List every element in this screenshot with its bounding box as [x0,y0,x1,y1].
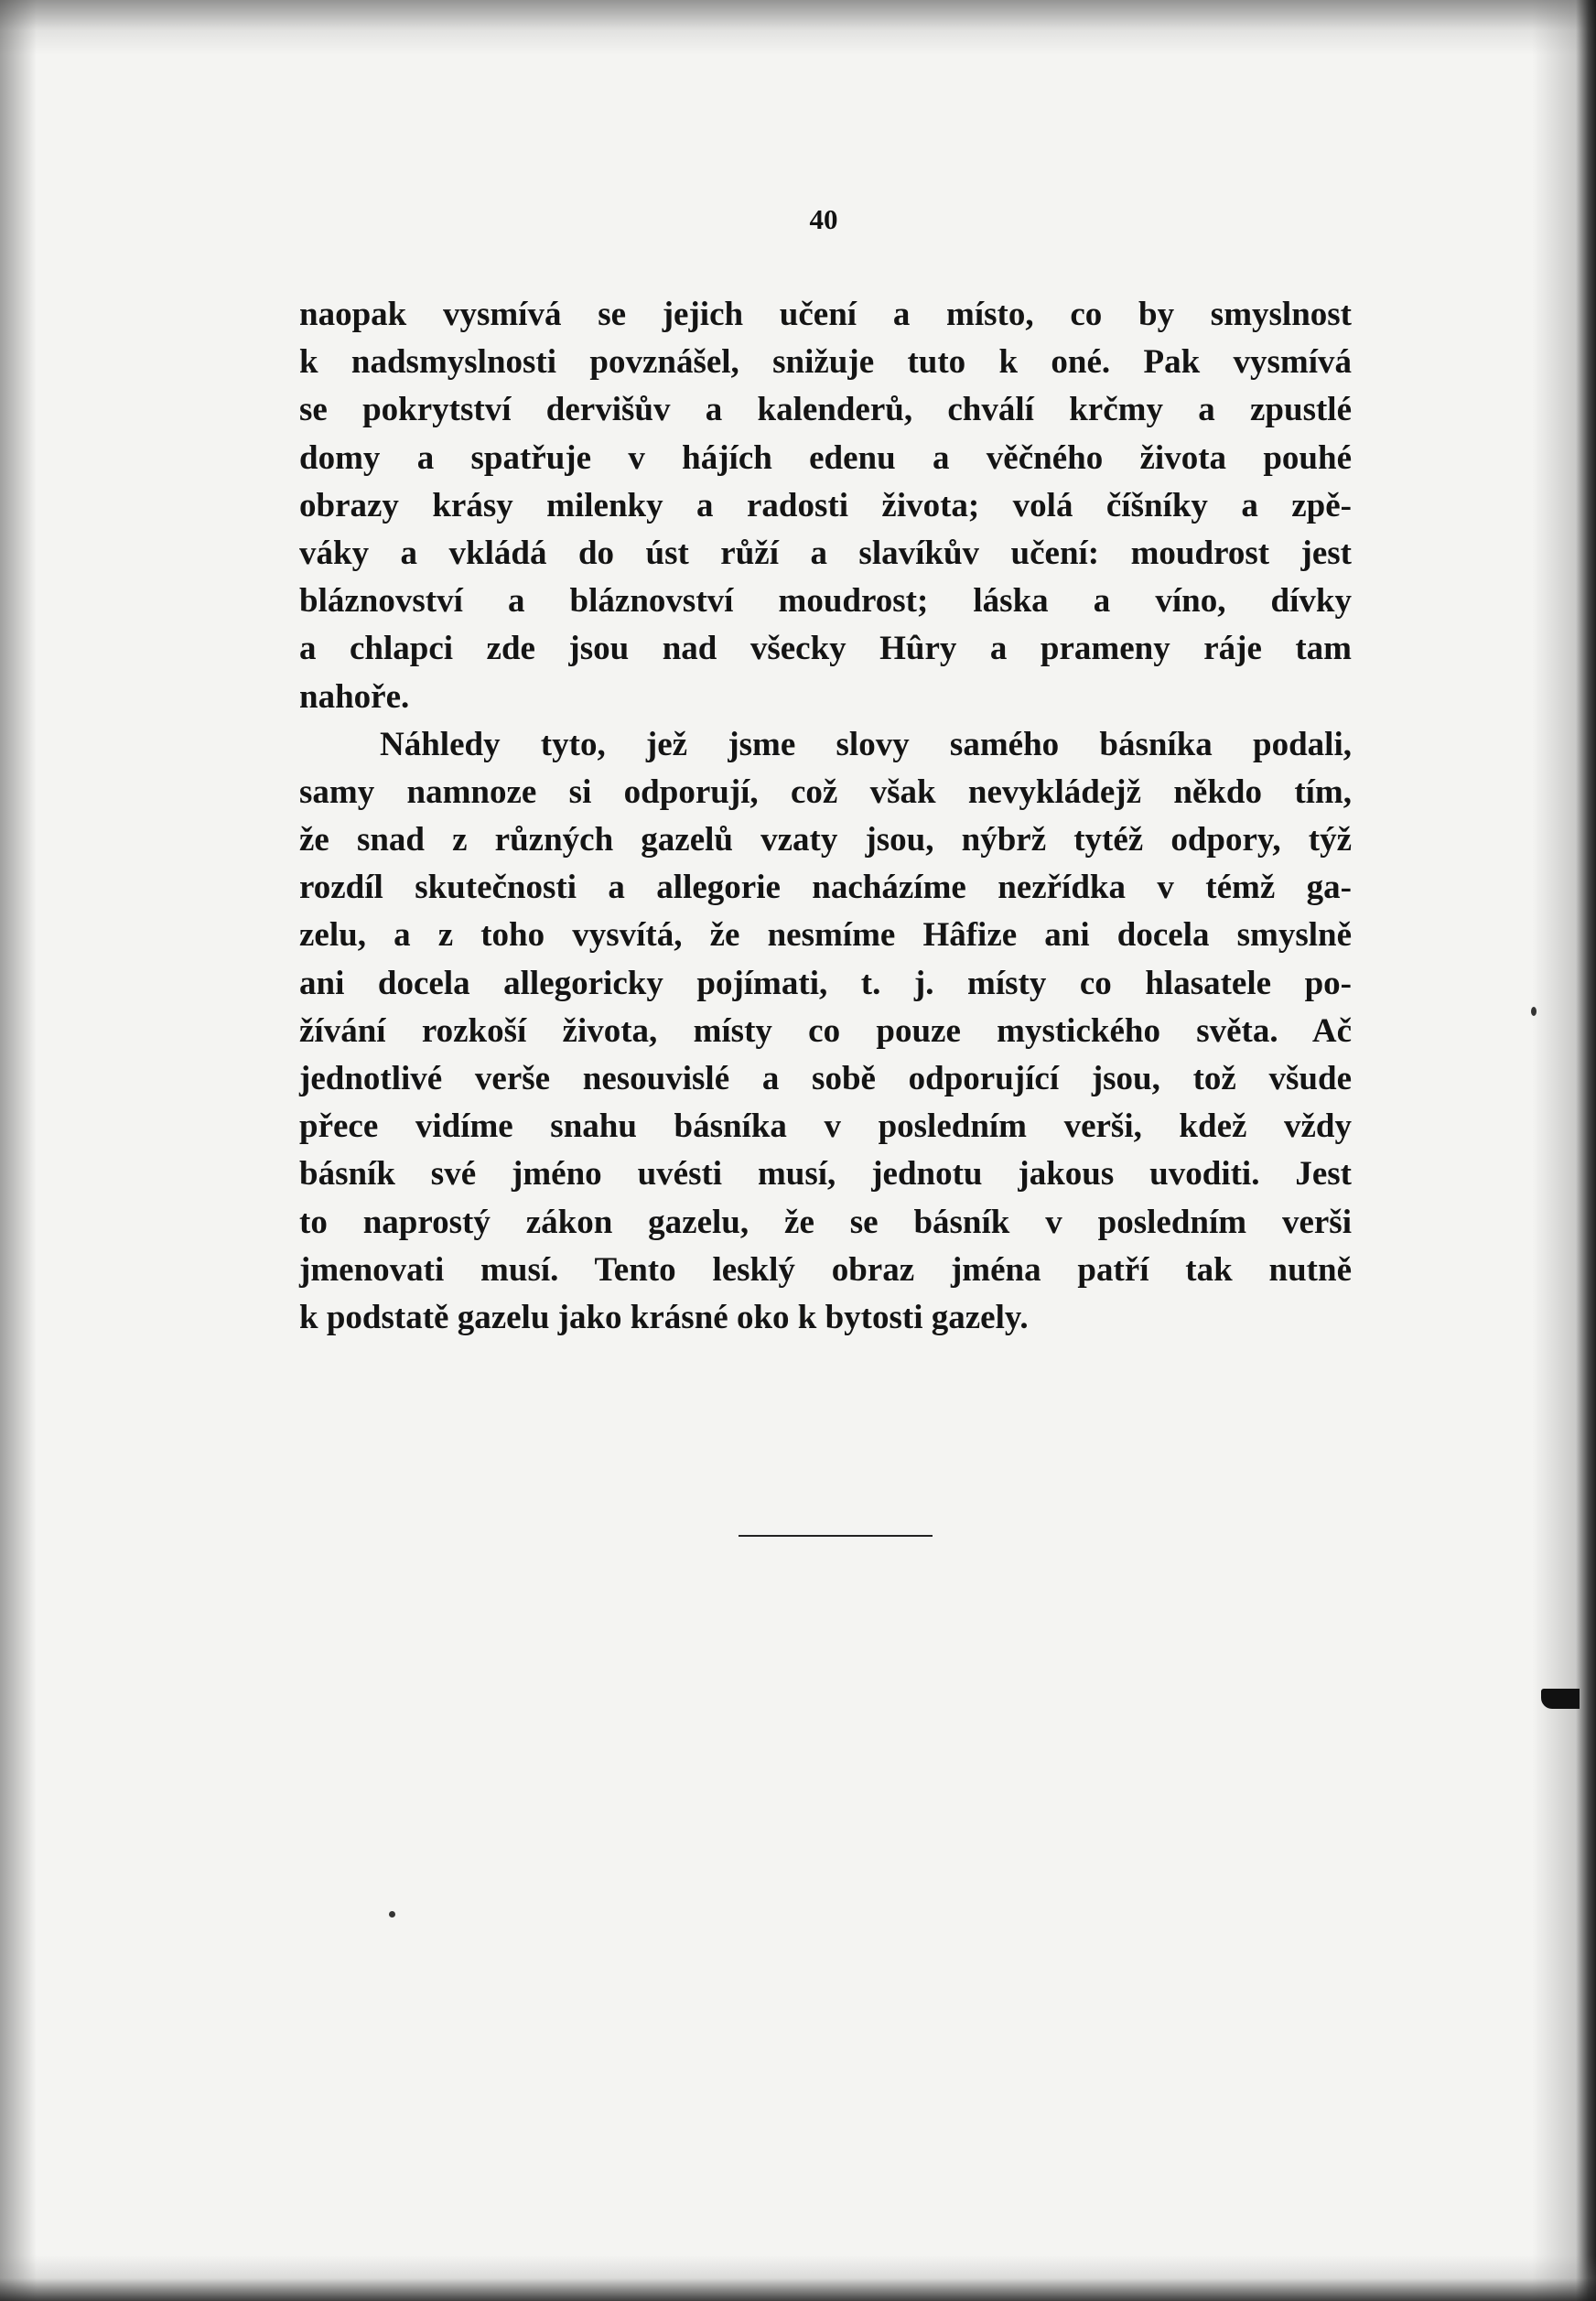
text-line: samy namnoze si odporují, což však nevykládejž někdo tím, [299,772,1352,811]
end-rule [739,1535,933,1537]
paragraph-2 [299,721,1352,1342]
text-line: jmenovati musí. Tento lesklý obraz jména patří tak nutně [299,1250,1352,1289]
text-line: žívání rozkoší života, místy co pouze mystického světa. Ač [299,1011,1352,1050]
text-line: Náhledy tyto, jež jsme slovy samého básníka podali, [380,725,1352,763]
paragraph-1 [299,291,1352,721]
text-line: a chlapci zde jsou nad všecky Hûry a prameny ráje tam [299,630,1352,668]
scan-speck [1531,1007,1537,1016]
scan-edge-bottom [0,2255,1596,2301]
scan-edge-left [0,0,37,2301]
text-line: to naprostý zákon gazelu, že se básník v posledním verši [299,1203,1352,1241]
body-text [299,291,1352,1342]
text-line: přece vidíme snahu básníka v posledním verši, kdež vždy [299,1107,1352,1146]
text-line: rozdíl skutečnosti a allegorie nacházíme nezřídka v témž ga- [299,869,1352,907]
text-line: jednotlivé verše nesouvislé a sobě odporující jsou, tož všude [299,1060,1352,1097]
scan-speck [389,1911,395,1918]
text-line: váky a vkládá do úst růží a slavíkův učení: moudrost jest [299,534,1352,572]
scan-binding-mark [1541,1689,1580,1709]
text-line: obrazy krásy milenky a radosti života; volá číšníky a zpě- [299,486,1352,524]
text-line: domy a spatřuje v hájích edenu a věčného života pouhé [299,438,1352,477]
text-line: k podstatě gazelu jako krásné oko k bytosti gazely. [299,1298,1029,1336]
text-line: naopak vysmívá se jejich učení a místo, co by smyslnost [299,296,1352,333]
text-line: zelu, a z toho vysvítá, že nesmíme Hâfize ani docela smyslně [299,916,1352,955]
text-line: bláznovství a bláznovství moudrost; láska a víno, dívky [299,582,1352,621]
scan-edge-top [0,0,1596,55]
text-line: básník své jméno uvésti musí, jednotu jakous uvoditi. Jest [299,1155,1352,1194]
scan-edge-right [1532,0,1596,2301]
text-line: ani docela allegoricky pojímati, t. j. místy co hlasatele po- [299,964,1352,1002]
page-number: 40 [809,203,838,235]
text-line: že snad z různých gazelů vzaty jsou, nýbrž tytéž odpory, týž [299,821,1352,859]
text-line: k nadsmyslnosti povznášel, snižuje tuto k oné. Pak vysmívá [299,343,1352,382]
text-line: se pokrytství dervišův a kalenderů, chválí krčmy a zpustlé [299,391,1352,429]
text-line: nahoře. [299,677,410,716]
